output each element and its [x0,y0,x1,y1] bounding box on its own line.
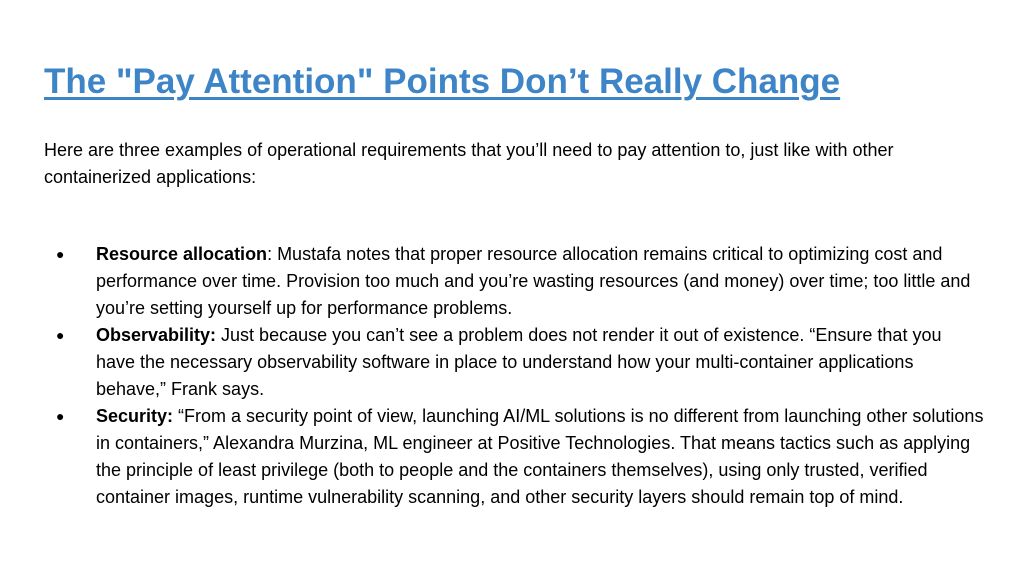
bullet-security [44,403,984,511]
bullet-resource-allocation [44,241,984,322]
bullet-text: Just because you can’t see a problem does not render it out of existence. “Ensure that you have the necessary observability software in place to understand how your multi-container applications behave,” Frank says. [96,325,942,399]
bullet-text: “From a security point of view, launching AI/ML solutions is no different from launching other solutions in containers,” Alexandra Murzina, ML engineer at Positive Technologies. That means tactics such as applying the principle of least privilege (both to people and the containers themselves), using only trusted, verified container images, runtime vulnerability scanning, and other security layers should remain top of mind. [96,406,984,507]
bullet-term: Resource allocation [96,244,268,264]
bullet-term: Security: [96,406,174,426]
bullet-dot-icon: ● [56,408,65,424]
bullet-list [44,241,984,511]
bullet-dot-icon: ● [56,246,65,262]
bullet-observability [44,322,984,403]
intro-paragraph: Here are three examples of operational requirements that you’ll need to pay attention to, just like with other containerized applications: [44,140,894,187]
bullet-text: : Mustafa notes that proper resource allocation remains critical to optimizing cost and performance over time. Provision too much and you’re wasting resources (and money) over time; too little and you’re setting yourself up for performance problems. [96,244,971,318]
slide-title: The "Pay Attention" Points Don’t Really Change [44,62,841,101]
bullet-dot-icon: ● [56,327,65,343]
bullet-term: Observability: [96,325,217,345]
